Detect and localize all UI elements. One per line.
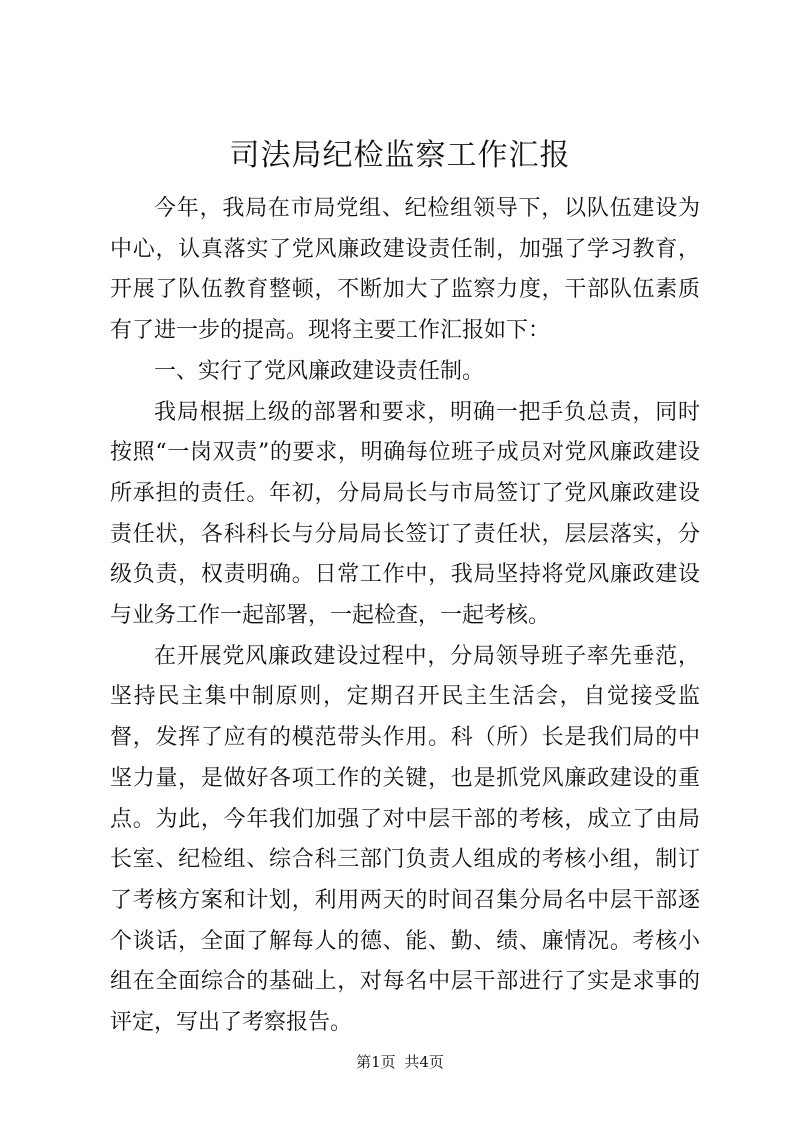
paragraph-responsibility: 我局根据上级的部署和要求，明确一把手负总责，同时按照“一岗双责”的要求，明确每位班子成员对党风廉政建设所承担的责任。年初，分局局长与市局签订了党风廉政建设责任状，各科科长与分局局长签订了责任状，层层落实，分级负责，权责明确。日常工作中，我局坚持将党风廉政建设与业务工作一起部署，一起检查，一起考核。 (110, 399, 700, 629)
document-title: 司法局纪检监察工作汇报 (229, 138, 571, 173)
paragraph-leadership: 在开展党风廉政建设过程中，分局领导班子率先垂范，坚持民主集中制原则，定期召开民主生活会，自觉接受监督，发挥了应有的模范带头作用。科（所）长是我们局的中坚力量，是做好各项工作的关键，也是抓党风廉政建设的重点。为此，今年我们加强了对中层干部的考核，成立了由局长室、纪检组、综合科三部门负责人组成的考核小组，制订了考核方案和计划，利用两天的时间召集分局名中层干部逐个谈话，全面了解每人的德、能、勤、绩、廉情况。考核小组在全面综合的基础上，对每名中层干部进行了实是求事的评定，写出了考察报告。 (110, 643, 700, 1036)
page-total: 共4页 (404, 1053, 444, 1071)
page-footer (0, 1052, 800, 1072)
section-heading-1: 一、实行了党风廉政建设责任制。 (154, 358, 485, 384)
page-number: 第1页 (356, 1053, 396, 1071)
document-body (110, 189, 700, 1044)
paragraph-intro: 今年，我局在市局党组、纪检组领导下，以队伍建设为中心，认真落实了党风廉政建设责任制，加强了学习教育，开展了队伍教育整顿，不断加大了监察力度，干部队伍素质有了进一步的提高。现将主要工作汇报如下： (110, 196, 700, 344)
